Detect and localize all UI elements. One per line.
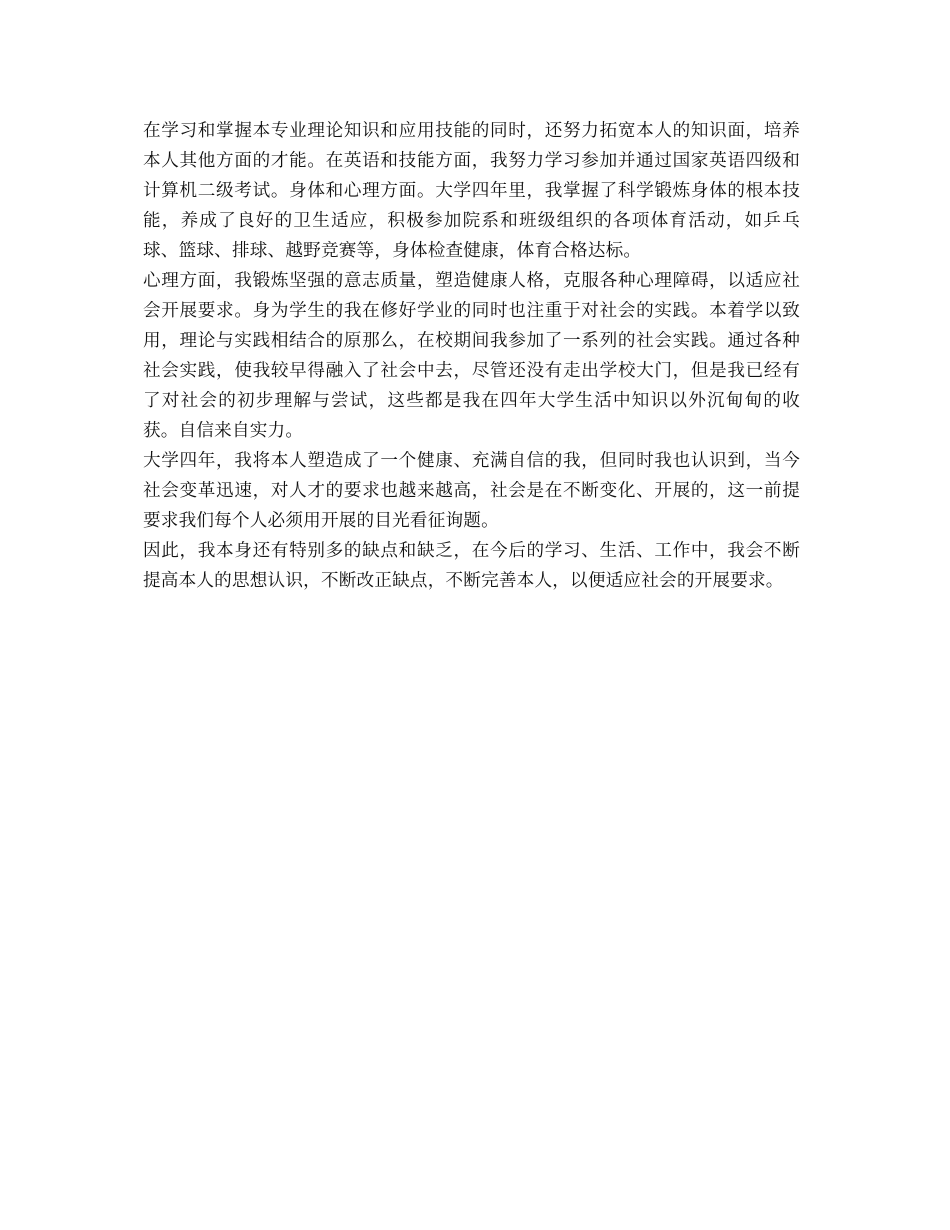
document-body (143, 116, 800, 596)
paragraph-4: 因此，我本身还有特别多的缺点和缺乏，在今后的学习、生活、工作中，我会不断提高本人的思想认识，不断改正缺点，不断完善本人，以便适应社会的开展要求。 (143, 541, 800, 591)
paragraph-2: 心理方面，我锻炼坚强的意志质量，塑造健康人格，克服各种心理障碍，以适应社会开展要求。身为学生的我在修好学业的同时也注重于对社会的实践。本着学以致用，理论与实践相结合的原那么，在校期间我参加了一系列的社会实践。通过各种社会实践，使我较早得融入了社会中去，尽管还没有走出学校大门，但是我已经有了对社会的初步理解与尝试，这些都是我在四年大学生活中知识以外沉甸甸的收获。自信来自实力。 (143, 271, 800, 441)
paragraph-3: 大学四年，我将本人塑造成了一个健康、充满自信的我，但同时我也认识到，当今社会变革迅速，对人才的要求也越来越高，社会是在不断变化、开展的，这一前提要求我们每个人必须用开展的目光看征询题。 (143, 451, 800, 531)
paragraph-1: 在学习和掌握本专业理论知识和应用技能的同时，还努力拓宽本人的知识面，培养本人其他方面的才能。在英语和技能方面，我努力学习参加并通过国家英语四级和计算机二级考试。身体和心理方面。大学四年里，我掌握了科学锻炼身体的根本技能，养成了良好的卫生适应，积极参加院系和班级组织的各项体育活动，如乒乓球、篮球、排球、越野竞赛等，身体检查健康，体育合格达标。 (143, 121, 800, 261)
